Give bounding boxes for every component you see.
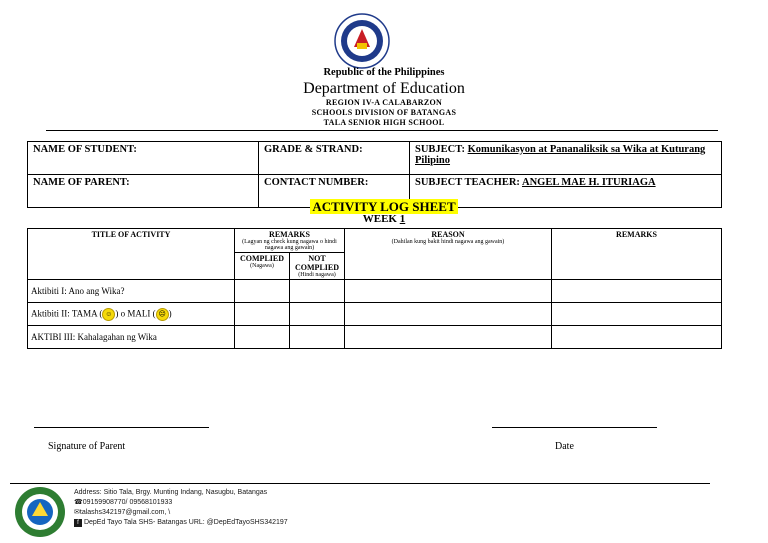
remarks-cell[interactable] — [552, 303, 722, 326]
footer-contact-info — [74, 488, 288, 528]
col-remarks: REMARKS (Lagyan ng check kung nagawa o hindi nagawa ang gawain) — [235, 229, 345, 253]
teacher-value: ANGEL MAE H. ITURIAGA — [521, 177, 656, 188]
table-row — [28, 280, 722, 303]
col-not-complied: NOT COMPLIED (Hindi nagawa) — [290, 253, 345, 280]
date-label: Date — [555, 441, 574, 452]
contact-number-field[interactable]: CONTACT NUMBER: — [259, 175, 410, 208]
not-complied-cell[interactable] — [290, 303, 345, 326]
parent-signature-line[interactable] — [34, 427, 209, 428]
smiley-sad-icon: ☹ — [156, 308, 169, 321]
col-complied: COMPLIED (Nagawa) — [235, 253, 290, 280]
reason-cell[interactable] — [345, 326, 552, 349]
reason-cell[interactable] — [345, 280, 552, 303]
not-complied-cell[interactable] — [290, 326, 345, 349]
department-heading: Department of Education — [303, 80, 465, 97]
region-heading: REGION IV-A CALABARZON — [325, 98, 443, 107]
reason-cell[interactable] — [345, 303, 552, 326]
activity-log-title: ACTIVITY LOG SHEET — [312, 199, 456, 214]
col-remarks-2: REMARKS — [552, 229, 722, 280]
footer-phone: ☎09159908770/ 09568101933 — [74, 499, 173, 506]
activity-log-table — [27, 228, 722, 349]
complied-cell[interactable] — [235, 326, 290, 349]
activity-1-title: Aktibiti I: Ano ang Wika? — [28, 280, 235, 303]
col-title-of-activity: TITLE OF ACTIVITY — [28, 229, 235, 280]
parent-signature-label: Signature of Parent — [48, 441, 126, 452]
subject-field: SUBJECT: Komunikasyon at Pananaliksik sa Wika at Kuturang Pilipino — [410, 142, 722, 175]
activity-3-title: AKTIBI III: Kahalagahan ng Wika — [28, 326, 235, 349]
division-heading: SCHOOLS DIVISION OF BATANGAS — [311, 108, 457, 117]
week-value: 1 — [399, 213, 406, 225]
phone-icon: ☎ — [74, 499, 83, 506]
activity-2-title: Aktibiti II: TAMA ( ☺ ) o MALI ( ☹ ) — [28, 303, 235, 326]
not-complied-cell[interactable] — [290, 280, 345, 303]
date-line[interactable] — [492, 427, 657, 428]
deped-seal-logo — [334, 13, 390, 69]
mail-icon: ✉ — [74, 509, 80, 516]
school-heading: TALA SENIOR HIGH SCHOOL — [323, 118, 445, 127]
footer-email: ✉talashs342197@gmail.com, \ — [74, 509, 171, 516]
table-row — [28, 326, 722, 349]
col-reason: REASON (Dahilan kung bakit hindi nagawa ang gawain) — [345, 229, 552, 280]
smiley-happy-icon: ☺ — [102, 308, 115, 321]
republic-heading: Republic of the Philippines — [323, 67, 445, 78]
facebook-icon: f — [74, 519, 82, 527]
complied-cell[interactable] — [235, 303, 290, 326]
school-logo — [14, 486, 66, 538]
complied-cell[interactable] — [235, 280, 290, 303]
footer-divider — [10, 483, 710, 484]
header-divider — [46, 130, 718, 131]
remarks-cell[interactable] — [552, 280, 722, 303]
subject-value: Komunikasyon at Pananaliksik sa Wika at Kuturang Pilipino — [415, 144, 706, 166]
subject-teacher-field: SUBJECT TEACHER: ANGEL MAE H. ITURIAGA — [410, 175, 722, 208]
footer-address: Address: Sitio Tala, Brgy. Munting Indang, Nasugbu, Batangas — [74, 489, 268, 496]
footer-facebook: f DepEd Tayo Tala SHS- Batangas URL: @DepEdTayoSHS342197 — [74, 518, 288, 528]
week-label: WEEK 1 — [362, 213, 406, 225]
name-of-parent-field[interactable]: NAME OF PARENT: — [28, 175, 259, 208]
grade-strand-field[interactable]: GRADE & STRAND: — [259, 142, 410, 175]
name-of-student-field[interactable]: NAME OF STUDENT: — [28, 142, 259, 175]
remarks-cell[interactable] — [552, 326, 722, 349]
table-row — [28, 303, 722, 326]
